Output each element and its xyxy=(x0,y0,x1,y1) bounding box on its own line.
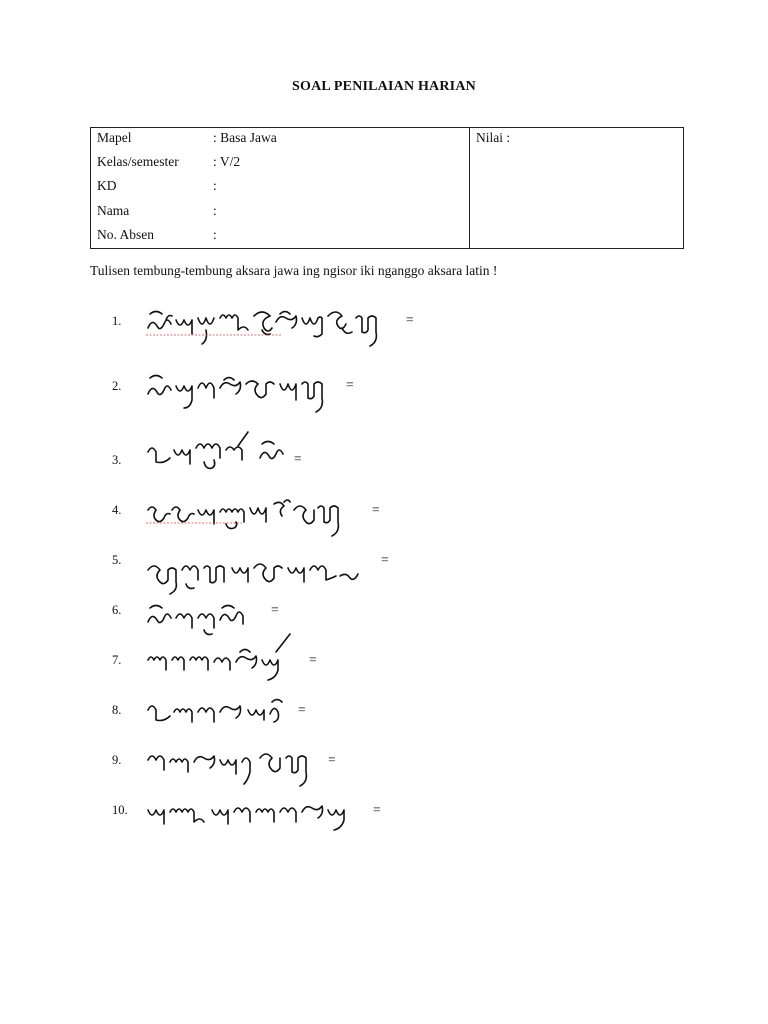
question-number: 9. xyxy=(112,753,122,767)
javanese-script-image xyxy=(142,490,362,536)
info-value: : xyxy=(213,178,217,193)
score-label: Nilai : xyxy=(476,130,511,145)
javanese-script-image xyxy=(142,790,362,836)
info-value: : V/2 xyxy=(213,154,241,169)
answer-equals: = xyxy=(328,752,336,767)
question-number: 10. xyxy=(112,803,128,817)
javanese-script-image xyxy=(142,366,332,412)
answer-equals: = xyxy=(271,602,279,617)
question-number: 7. xyxy=(112,653,122,667)
answer-equals: = xyxy=(309,652,317,667)
javanese-script-image xyxy=(142,548,372,602)
answer-equals: = xyxy=(298,702,306,717)
instruction-text: Tulisen tembung-tembung aksara jawa ing ngisor iki nganggo aksara latin ! xyxy=(90,263,498,278)
info-value: : xyxy=(213,203,217,218)
info-label: Mapel xyxy=(97,130,132,145)
info-right-cell xyxy=(470,128,683,248)
question-number: 2. xyxy=(112,379,122,393)
info-label: KD xyxy=(97,178,117,193)
page-title: SOAL PENILAIAN HARIAN xyxy=(292,79,476,94)
answer-equals: = xyxy=(294,451,302,466)
info-row-kelas xyxy=(97,153,240,171)
answer-equals: = xyxy=(406,312,414,327)
answer-equals: = xyxy=(372,502,380,517)
info-row-nama xyxy=(97,202,217,220)
info-left-cell xyxy=(91,128,470,248)
question-number: 6. xyxy=(112,603,122,617)
info-row-absen xyxy=(97,226,217,244)
answer-equals: = xyxy=(373,802,381,817)
info-value: : xyxy=(213,227,217,242)
javanese-script-image xyxy=(142,428,292,478)
question-number: 5. xyxy=(112,553,122,567)
javanese-script-image xyxy=(142,630,302,686)
info-label: Kelas/semester xyxy=(97,154,179,169)
info-row-kd xyxy=(97,177,217,195)
question-number: 3. xyxy=(112,453,122,467)
question-number: 8. xyxy=(112,703,122,717)
question-number: 1. xyxy=(112,314,122,328)
javanese-script-image xyxy=(142,690,292,734)
javanese-script-image xyxy=(142,300,392,348)
info-table xyxy=(90,127,684,249)
info-row-mapel xyxy=(97,129,277,147)
info-value: : Basa Jawa xyxy=(213,130,277,145)
info-label: No. Absen xyxy=(97,227,154,242)
answer-equals: = xyxy=(346,377,354,392)
info-label: Nama xyxy=(97,203,130,218)
javanese-script-image xyxy=(142,740,322,786)
question-number: 4. xyxy=(112,503,122,517)
answer-equals: = xyxy=(381,552,389,567)
